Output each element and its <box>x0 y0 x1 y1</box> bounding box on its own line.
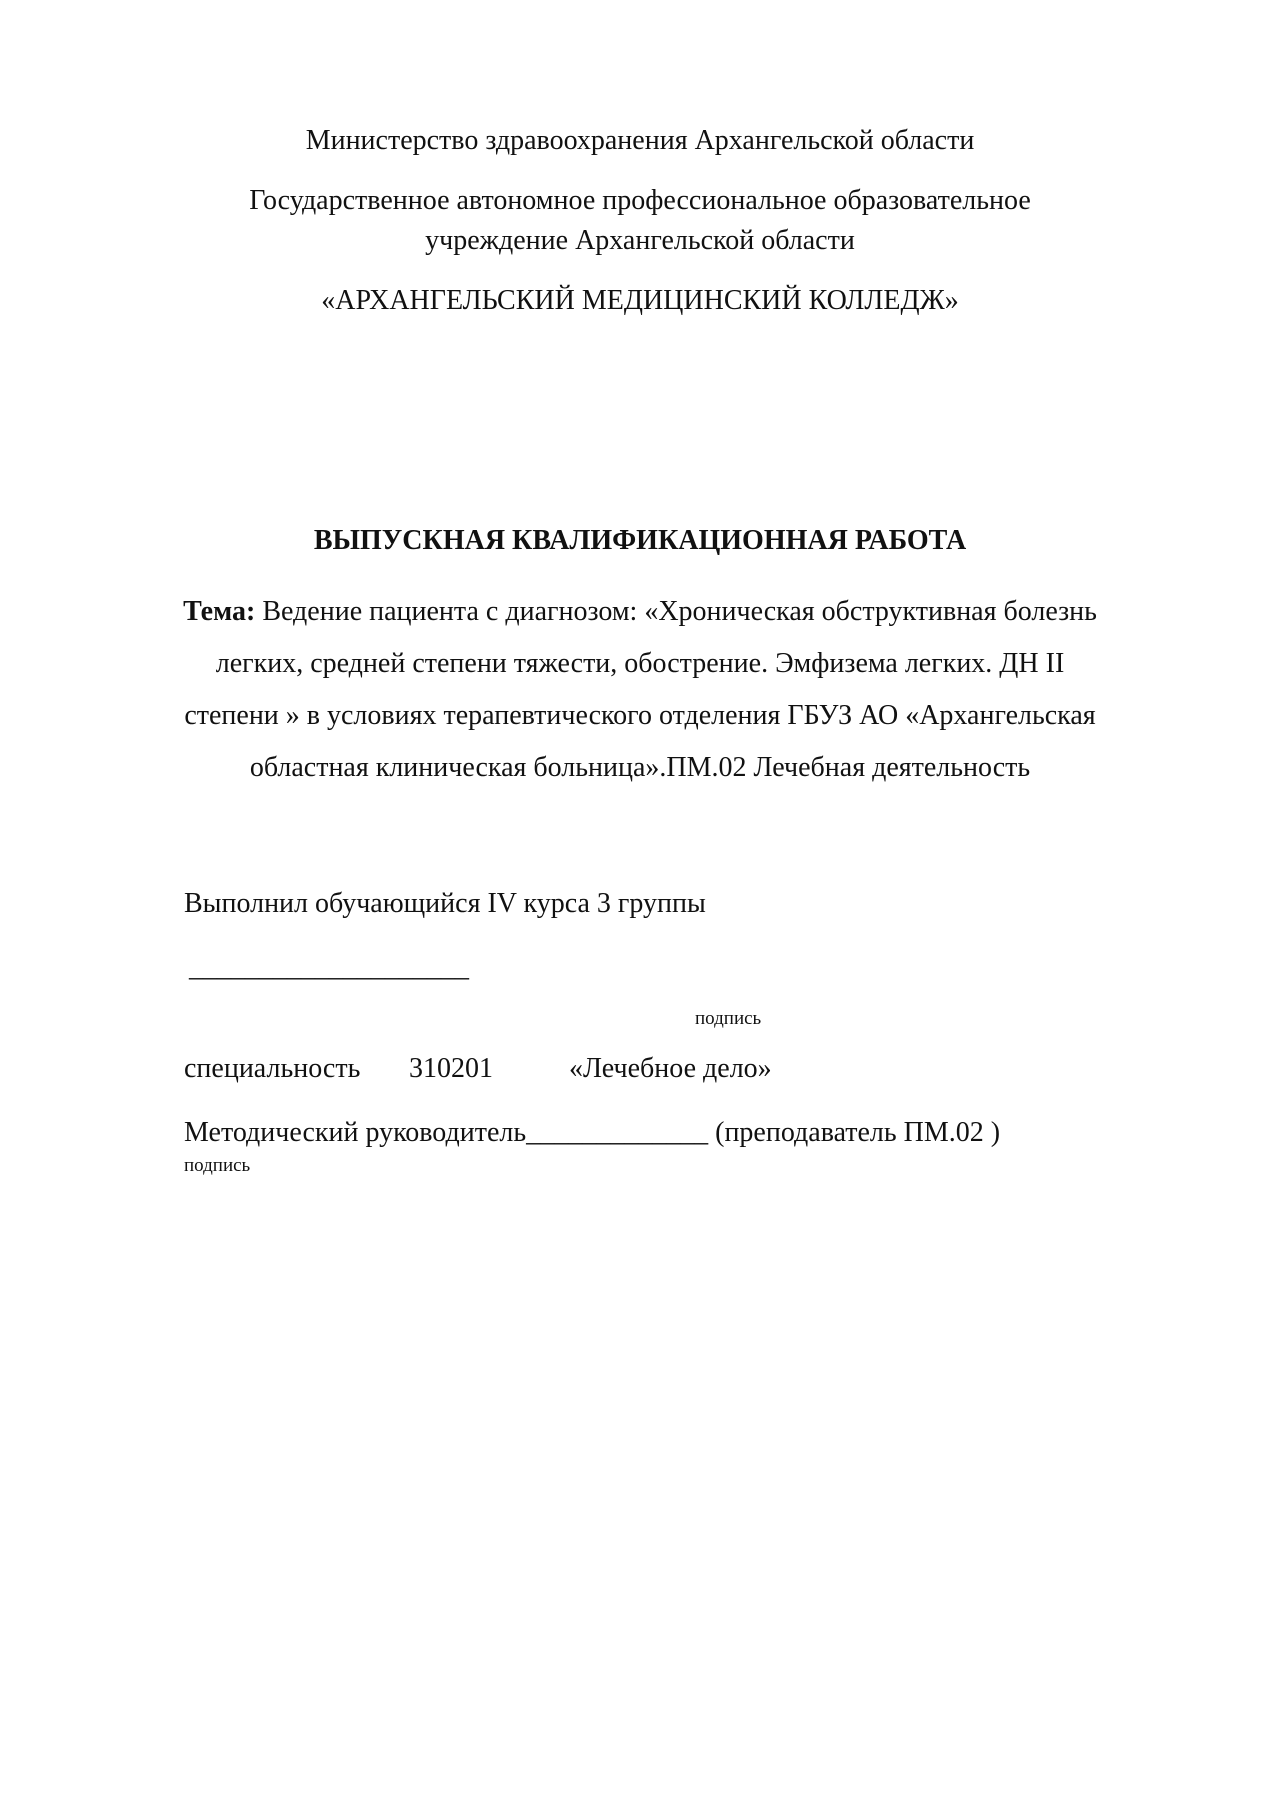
signature-line: ____________________ <box>189 952 469 983</box>
specialty-code: 310201 <box>409 1053 493 1084</box>
topic-text-1: Ведение пациента с диагнозом: «Хроническая обструктивная болезнь <box>255 596 1097 627</box>
ministry-name: Министерство здравоохранения Архангельской области <box>305 125 975 156</box>
topic-line-3: степени » в условиях терапевтического отделения ГБУЗ АО «Архангельская <box>184 700 1096 731</box>
signature-caption: подпись <box>695 1008 762 1029</box>
specialty-name: «Лечебное дело» <box>569 1053 772 1084</box>
topic-line-2: легких, средней степени тяжести, обострение. Эмфизема легких. ДН II <box>215 648 1065 679</box>
specialty-label: специальность <box>184 1053 361 1084</box>
college-name: «АРХАНГЕЛЬСКИЙ МЕДИЦИНСКИЙ КОЛЛЕДЖ» <box>321 285 959 316</box>
work-title: ВЫПУСКНАЯ КВАЛИФИКАЦИОННАЯ РАБОТА <box>313 525 967 556</box>
topic-label: Тема: <box>183 596 256 627</box>
topic-line-4: областная клиническая больница».ПМ.02 Лечебная деятельность <box>249 752 1031 783</box>
performed-by: Выполнил обучающийся IV курса 3 группы <box>184 888 706 919</box>
supervisor-line: Методический руководитель_____________ (преподаватель ПМ.02 ) <box>184 1117 1001 1148</box>
institution-line-2: учреждение Архангельской области <box>425 225 855 256</box>
supervisor-signature-caption: подпись <box>184 1155 251 1176</box>
institution-line-1: Государственное автономное профессиональное образовательное <box>249 185 1031 216</box>
topic-line-1 <box>0 595 1280 629</box>
